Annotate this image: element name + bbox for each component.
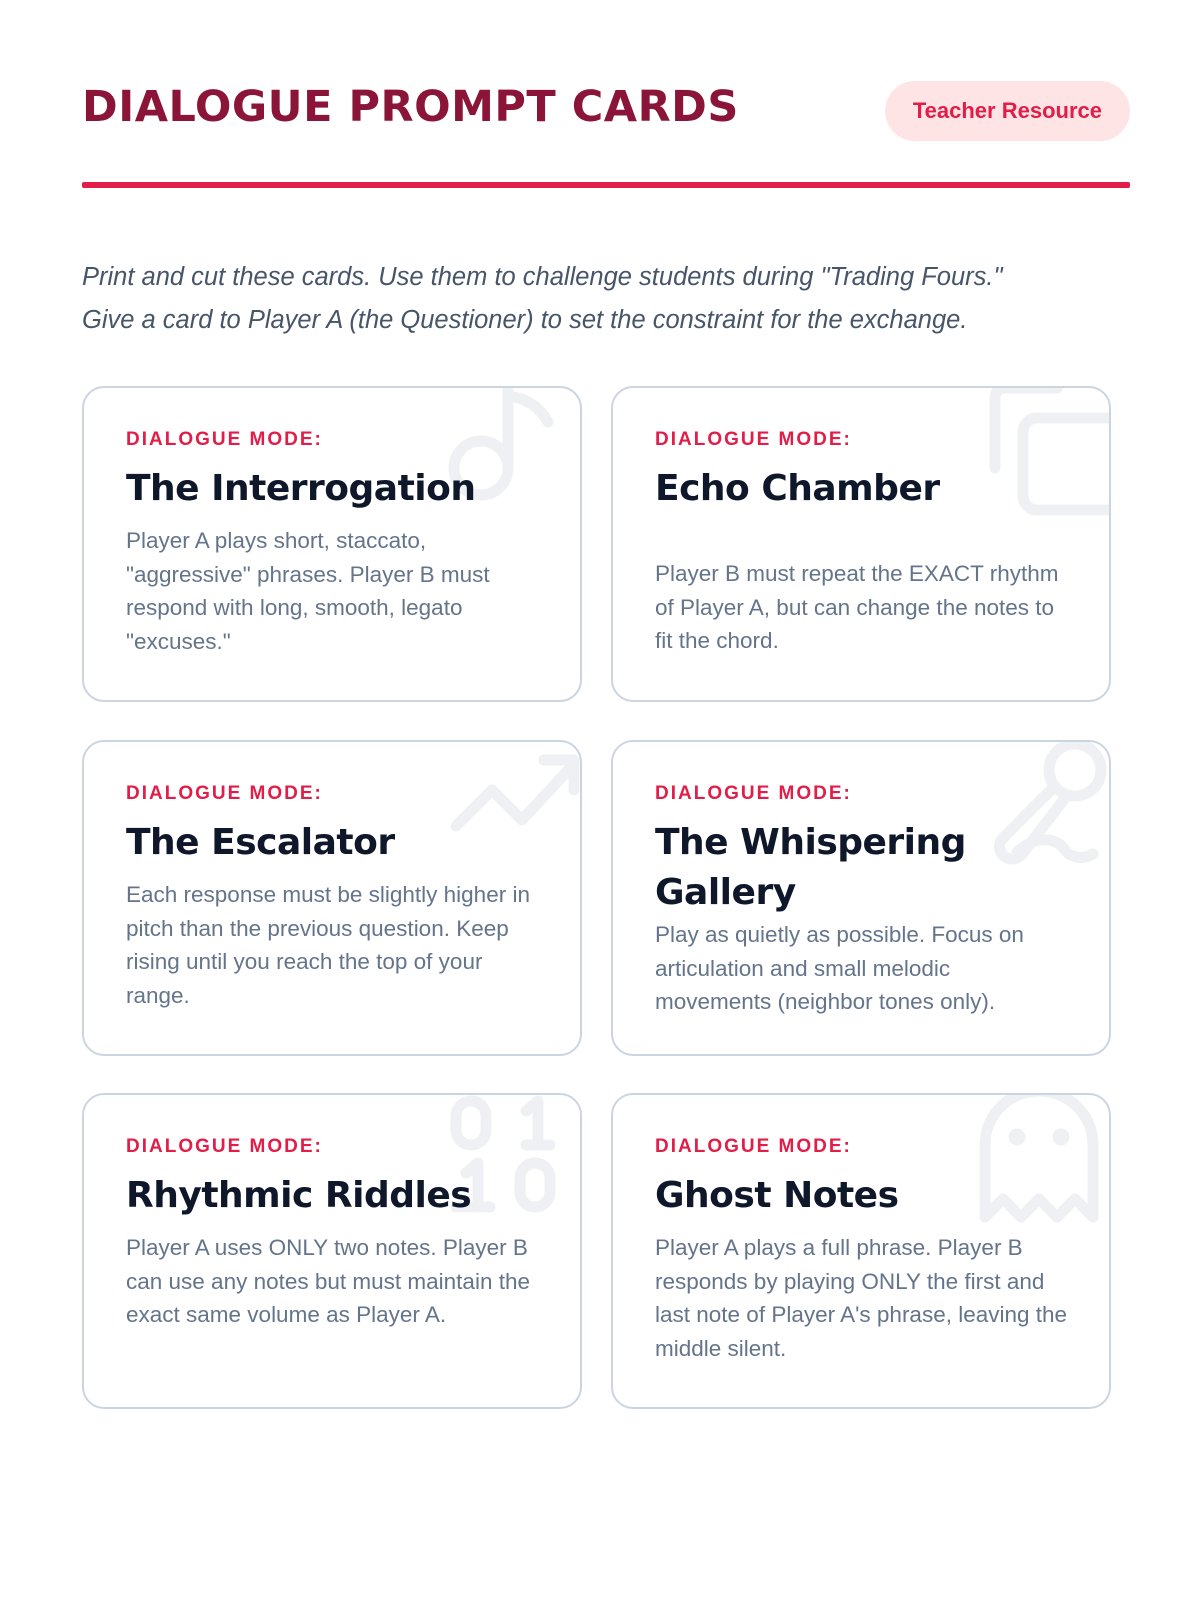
header (82, 78, 1130, 142)
card-mode-label: DIALOGUE MODE: (126, 429, 323, 450)
card-description: Player A plays a full phrase. Player B responds by playing ONLY the first and last note of Player A's phrase, leaving the middle silent. (655, 1235, 1068, 1361)
card-mode-label: DIALOGUE MODE: (655, 1136, 852, 1157)
card-mode-label: DIALOGUE MODE: (655, 783, 852, 804)
card-description: Play as quietly as possible. Focus on articulation and small melodic movements (neighbor tones only). (655, 922, 1024, 1014)
intro-text (82, 256, 1142, 342)
card-description: Each response must be slightly higher in pitch than the previous question. Keep rising until you reach the top of your range. (126, 882, 530, 1008)
prompt-card-whispering-gallery (611, 740, 1111, 1056)
card-title: The Interrogation (126, 468, 476, 509)
prompt-card-ghost-notes (611, 1093, 1111, 1409)
card-mode-label: DIALOGUE MODE: (655, 429, 852, 450)
card-mode-label: DIALOGUE MODE: (126, 783, 323, 804)
prompt-card-echo-chamber (611, 386, 1111, 702)
card-description: Player A uses ONLY two notes. Player B can use any notes but must maintain the exact same volume as Player A. (126, 1235, 530, 1327)
card-title: The Whispering Gallery (655, 822, 966, 913)
card-description: Player B must repeat the EXACT rhythm of Player A, but can change the notes to fit the chord. (655, 561, 1059, 653)
card-title: Ghost Notes (655, 1175, 899, 1216)
page-title: DIALOGUE PROMPT CARDS (82, 82, 739, 132)
prompt-card-interrogation (82, 386, 582, 702)
prompt-card-rhythmic-riddles (82, 1093, 582, 1409)
intro-line-1: Print and cut these cards. Use them to challenge students during "Trading Fours." (82, 263, 1003, 291)
intro-line-2: Give a card to Player A (the Questioner) to set the constraint for the exchange. (82, 306, 968, 334)
card-title: Rhythmic Riddles (126, 1175, 472, 1216)
prompt-card-escalator (82, 740, 582, 1056)
card-description: Player A plays short, staccato, "aggressive" phrases. Player B must respond with long, smooth, legato "excuses." (126, 528, 490, 654)
header-divider (82, 182, 1130, 188)
card-mode-label: DIALOGUE MODE: (126, 1136, 323, 1157)
card-title: Echo Chamber (655, 468, 940, 509)
card-title: The Escalator (126, 822, 395, 863)
teacher-resource-badge: Teacher Resource (885, 81, 1130, 141)
